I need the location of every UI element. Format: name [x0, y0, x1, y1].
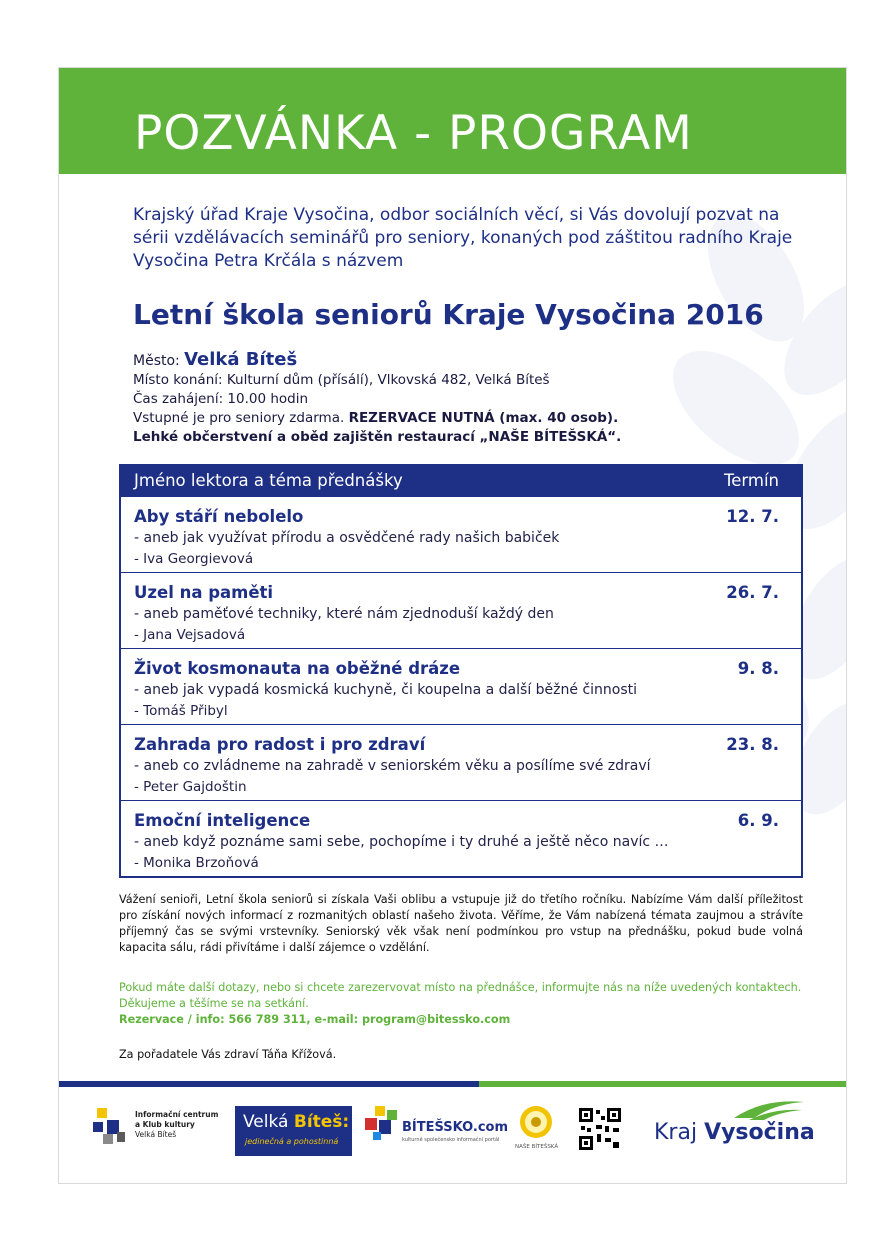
table-header [121, 466, 801, 496]
reservation-note: REZERVACE NUTNÁ (max. 40 osob). [348, 410, 619, 426]
lecture-title: Zahrada pro radost i pro zdraví [134, 735, 426, 754]
city-label: Město: [133, 353, 180, 369]
invitation-poster [58, 67, 847, 1184]
kraj-vysocina-logo [654, 1098, 815, 1145]
bitessko-icon [365, 1106, 399, 1142]
nase-bitesska-emblem [515, 1104, 557, 1144]
lecture-date: 6. 9. [737, 811, 779, 830]
velka-bites-logo [235, 1106, 352, 1156]
kraj-vysocina-swoosh [654, 1098, 804, 1122]
lecture-date: 9. 8. [737, 659, 779, 678]
kraj-vysocina-wordmark [654, 1120, 815, 1145]
lecture-date: 26. 7. [726, 583, 779, 602]
velka-bites-word1: Velká [243, 1112, 294, 1132]
info-centre-line1: Informační centrum [135, 1110, 219, 1119]
lecture-date: 23. 8. [726, 735, 779, 754]
info-centre-text [135, 1110, 218, 1140]
venue-line: Místo konání: Kulturní dům (přísálí), Vlkovská 482, Velká Bíteš [133, 372, 550, 388]
entry-line [133, 409, 621, 428]
lecture-subtitle: - aneb jak vypadá kosmická kuchyně, či koupelna a další běžné činnosti [134, 682, 638, 698]
bitessko-logo [365, 1106, 509, 1146]
header-date: Termín [723, 471, 779, 490]
qr-code-icon [579, 1108, 621, 1150]
vysocina-word: Vysočina [704, 1120, 815, 1145]
qr-code [579, 1108, 621, 1154]
contact-intro: Pokud máte další dotazy, nebo si chcete zarezervovat místo na přednášce, informujte nás na níže uvedených kontaktech. Děkujeme a těšíme se na setkání. [119, 981, 802, 1010]
velka-bites-word2: Bíteš: [293, 1112, 350, 1132]
bitessko-subtitle: kulturně společensko informační portál [402, 1137, 500, 1143]
kraj-word: Kraj [654, 1120, 705, 1145]
table-row [121, 800, 801, 876]
contact-details: Rezervace / info: 566 789 311, e-mail: program@bitessko.com [119, 1013, 511, 1026]
event-info [133, 350, 621, 447]
lecture-title: Život kosmonauta na oběžné dráze [134, 659, 461, 678]
header-topic: Jméno lektora a téma přednášky [134, 471, 403, 490]
header-band [59, 68, 846, 174]
lecture-title: Aby stáří nebolelo [134, 507, 304, 526]
lecture-title: Emoční inteligence [134, 811, 311, 830]
info-centre-icon [91, 1106, 131, 1146]
lecture-title: Uzel na paměti [134, 583, 274, 602]
intro-text: Krajský úřad Kraje Vysočina, odbor sociálních věcí, si Vás dovolují pozvat na sérii vzdělávacích seminářů pro seniory, konaných pod záštitou radního Kraje Vysočina Petra Krčála s názvem [133, 205, 793, 271]
velka-bites-slogan: jedinečná a pohostinná [245, 1137, 339, 1146]
table-row [121, 648, 801, 724]
lecture-date: 12. 7. [726, 507, 779, 526]
city-name: Velká Bíteš [184, 349, 298, 370]
info-centre-line3: Velká Bíteš [135, 1130, 177, 1139]
nase-bitesska-text: NAŠE BÍTEŠSKÁ [515, 1144, 559, 1150]
table-row [121, 572, 801, 648]
info-centre-logo [91, 1106, 219, 1150]
lecturer-name: - Peter Gajdoštin [134, 779, 247, 795]
program-table [119, 464, 803, 878]
lecture-subtitle: - aneb když poznáme sami sebe, pochopíme i ty druhé a ještě něco navíc … [134, 834, 669, 850]
event-headline: Letní škola seniorů Kraje Vysočina 2016 [133, 298, 764, 331]
poster-title: POZVÁNKA - PROGRAM [134, 106, 693, 161]
closing-paragraph: Vážení senioři, Letní škola seniorů si získala Vaši oblibu a vstupuje již do třetího ročníku. Nabízíme Vám další příležitost pro získání nových informací z rozmanitých oblastí našeho života. Věříme, že Vám nabízená témata zaujmou a strávíte příjemný čas se svými vrstevníky. Seniorský věk však není podmínkou pro vstup na přednášku, pokud bude volná kapacita sálu, rádi přivítáme i další zájemce o vzdělání. [119, 893, 803, 954]
city-line [133, 350, 621, 371]
start-line: Čas zahájení: 10.00 hodin [133, 391, 309, 407]
lecture-subtitle: - aneb paměťové techniky, které nám zjednoduší každý den [134, 606, 554, 622]
catering-line [133, 428, 621, 447]
info-centre-line2: a Klub kultury [135, 1120, 195, 1129]
table-row [121, 724, 801, 800]
lecturer-name: - Monika Brzoňová [134, 855, 259, 871]
catering-text: Lehké občerstvení a oběd zajištěn restaurací „NAŠE BÍTEŠSKÁ“. [133, 429, 622, 445]
lecturer-name: - Tomáš Přibyl [134, 703, 228, 719]
nase-bitesska-logo [515, 1104, 557, 1148]
lecturer-name: - Jana Vejsadová [134, 627, 246, 643]
contact-paragraph [119, 980, 809, 1028]
velka-bites-wordmark [243, 1112, 349, 1132]
bitessko-wordmark: BÍTEŠSKO.com [402, 1120, 509, 1135]
lecture-subtitle: - aneb co zvládneme na zahradě v seniorském věku a posílíme své zdraví [134, 758, 651, 774]
entry-text: Vstupné je pro seniory zdarma. [133, 410, 345, 426]
lecture-subtitle: - aneb jak využívat přírodu a osvědčené rady našich babiček [134, 530, 560, 546]
lecturer-name: - Iva Georgievová [134, 551, 254, 567]
table-row [121, 496, 801, 572]
signature: Za pořadatele Vás zdraví Táňa Křížová. [119, 1048, 337, 1061]
footer-bar-green [479, 1081, 846, 1087]
